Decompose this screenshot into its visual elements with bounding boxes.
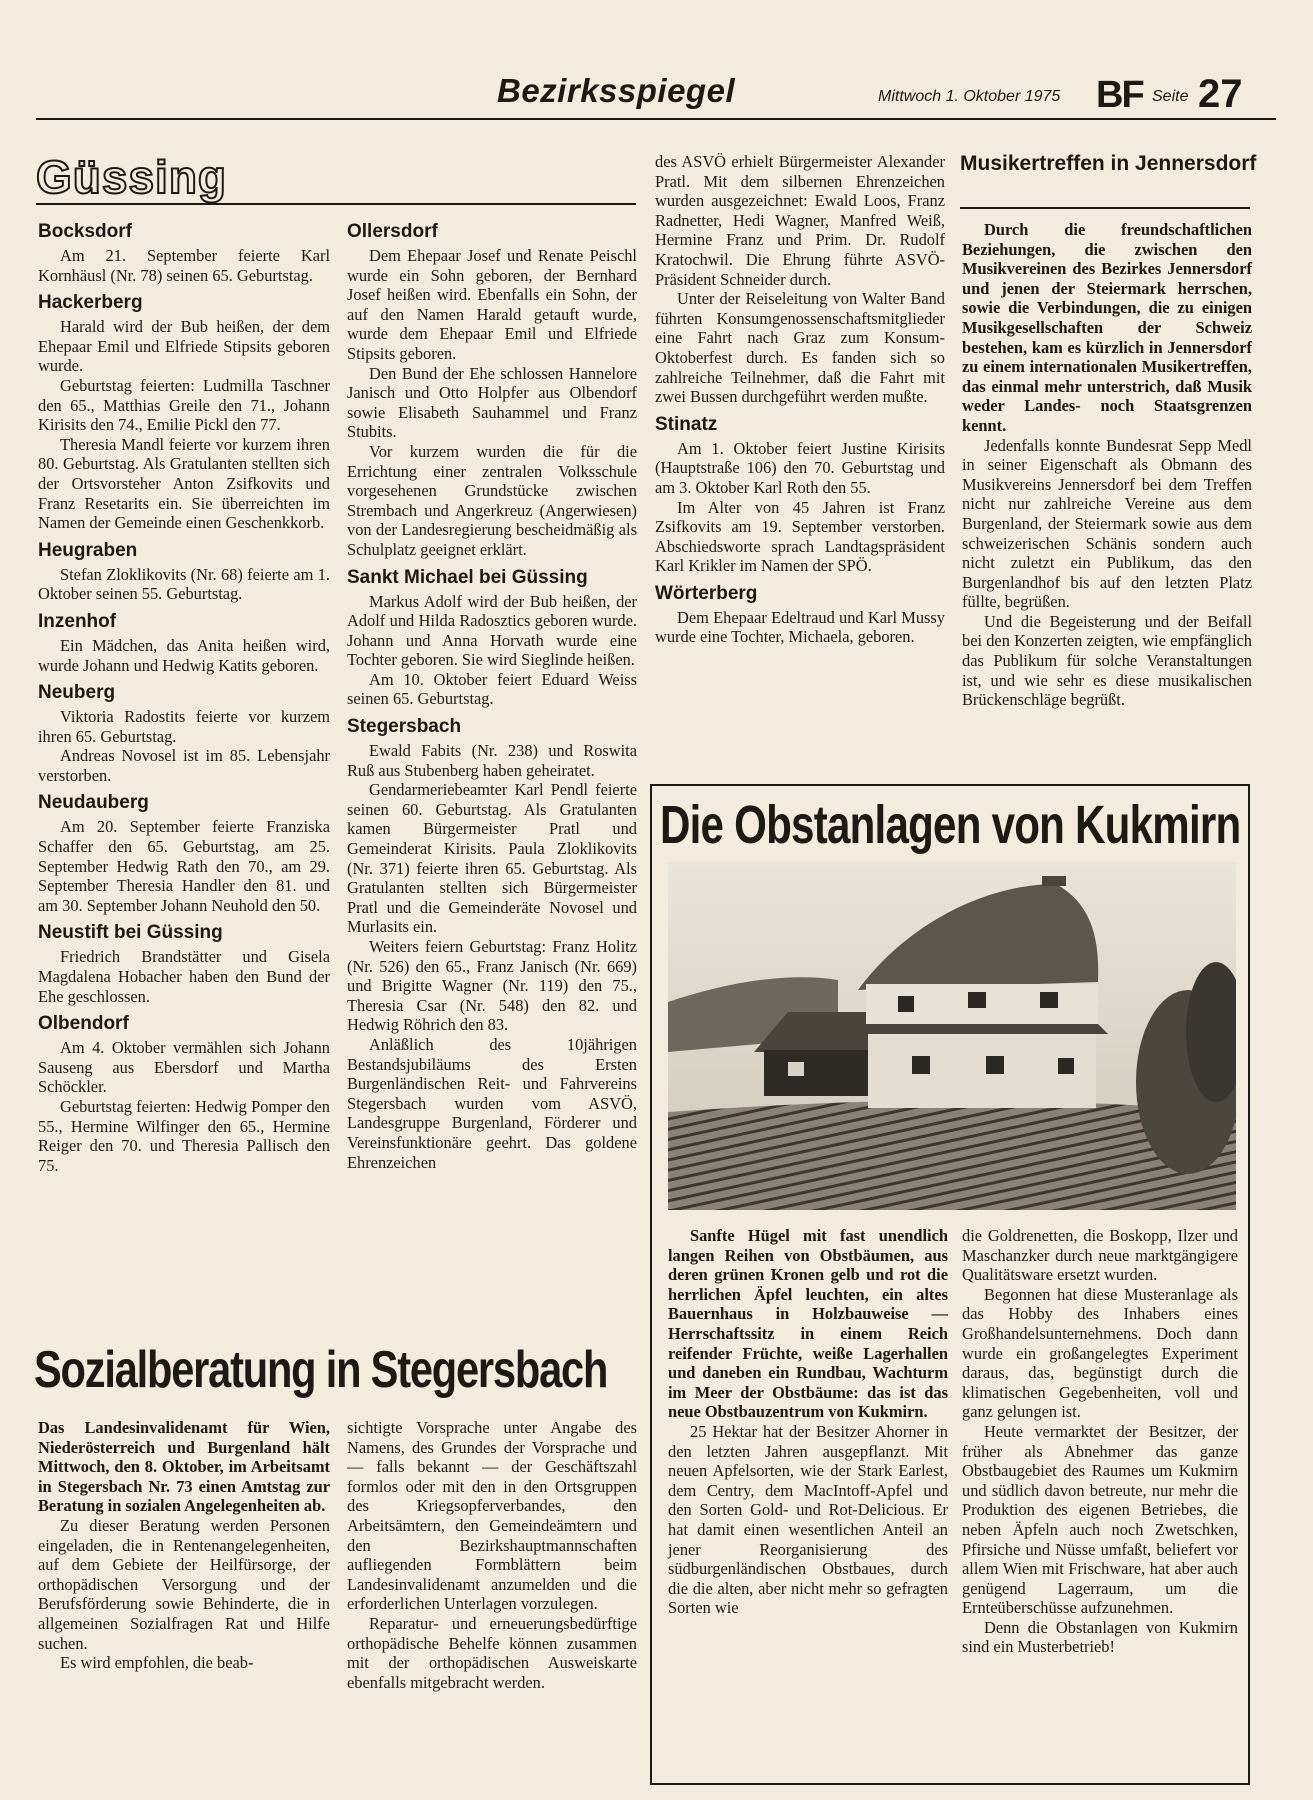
article-paragraph: Reparatur- und erneuerungsbedürftige orthopädische Behelfe können zusammen mit der orthopädischen Ausweiskarte ebenfalls mitgebracht werden. [347,1613,637,1692]
article-paragraph: Dem Ehepaar Josef und Renate Peischl wurde ein Sohn geboren, der Bernhard Josef heißen wird. Ebenfalls ein Sohn, der auf den Namen Harald getauft wurde, wurde dem Ehepaar Emil und Elfriede Stipsits geboren. [347,246,637,363]
news-column-1 [38,214,330,1175]
photo-rotunda-window [986,1056,1004,1074]
sozial-column-2 [347,1418,637,1692]
locality-heading: Inzenhof [38,610,117,632]
newspaper-logo: BF [1096,74,1143,116]
region-rule [36,203,636,205]
article-paragraph: Denn die Obstanlagen von Kukmirn sind ein Musterbetrieb! [962,1617,1238,1657]
article-paragraph: Harald wird der Bub heißen, der dem Ehepaar Emil und Elfriede Stipsits geboren wurde. [38,317,330,376]
photo-rotunda-window [968,992,986,1008]
article-paragraph: Am 21. September feierte Karl Kornhäusl (Nr. 78) seinen 65. Geburtstag. [38,246,330,285]
article-paragraph: Theresia Mandl feierte vor kurzem ihren 80. Geburtstag. Als Gratulanten stellten sich der Ortsvorsteher Anton Zsifkovits und Franz Resetarits ein. Sie überreichten im Namen der Gemeinde einen Geschenkkorb. [38,434,330,533]
news-column-3 [655,152,945,647]
kukmirn-article-title: Die Obstanlagen von Kukmirn [660,795,1241,855]
locality-heading: Neudauberg [38,792,149,814]
region-title: Güssing [36,151,228,203]
photo-rotunda-eave [854,1024,1108,1034]
article-paragraph: Weiters feiern Geburtstag: Franz Holitz (Nr. 526) den 65., Franz Janisch (Nr. 669) und Brigitte Wagner (Nr. 119) den 75., Theresia Csar (Nr. 548) den 82. und Hedwig Röhrich den 83. [347,937,637,1035]
article-paragraph: Ein Mädchen, das Anita heißen wird, wurde Johann und Hedwig Katits geboren. [38,635,330,675]
article-paragraph: Zu dieser Beratung werden Personen eingeladen, die in Rentenangelegenheiten, auf dem Gebiete der Heilfürsorge, der orthopädischen Versorgung und der Berufsförderung sowie Behinderte, die in allgemeinen Sozialfragen Rat und Hilfe suchen. [38,1515,330,1653]
kukmirn-column-1 [668,1226,948,1618]
sozial-column-1 [38,1418,330,1673]
photo-tower-top [1042,876,1066,886]
article-paragraph: Stefan Zloklikovits (Nr. 68) feierte am 1. Oktober seinen 55. Geburtstag. [38,564,330,604]
header-rule [36,118,1276,120]
article-paragraph: Vor kurzem wurden die für die Errichtung einer zentralen Volksschule vorgesehenen Grundstücke zwischen Strembach und Angerkreuz (Angerwiesen) von der Landesregierung bescheidmäßig als Schulplatz geeignet erklärt. [347,441,637,559]
article-paragraph: Gendarmeriebeamter Karl Pendl feierte seinen 60. Geburtstag. Als Gratulanten kamen Bürgermeister Pratl und Gemeinderat Kirisits. Paula Zloklikovits (Nr. 371) feierte ihren 65. Geburtstag. Als Gratulanten stellten sich Bürgermeister Pratl und die Gemeinderäte Novosel und Murlasits ein. [347,780,637,937]
locality-heading: Stinatz [655,413,718,435]
article-paragraph: des ASVÖ erhielt Bürgermeister Alexander Pratl. Mit dem silbernen Ehrenzeichen wurden ausgezeichnet: Ewald Loos, Franz Radnetter, Hedi Wagner, Manfred Weiß, Hermine Franz und Prim. Dr. Rudolf Kratochwil. Die Ehrung führte ASVÖ-Präsident Schneider durch. [655,152,945,289]
article-paragraph: die Goldrenetten, die Boskopp, Ilzer und Maschanzker durch neue marktgängigere Qualitätsware ersetzt wurden. [962,1226,1238,1285]
music-article-title: Musikertreffen in Jennersdorf [960,152,1257,175]
article-paragraph: Am 10. Oktober feiert Eduard Weiss seinen 65. Geburtstag. [347,669,637,709]
article-paragraph: Markus Adolf wird der Bub heißen, der Adolf und Hilda Radosztics geboren wurde. Johann und Anna Horvath wurde eine Tochter geboren. Sie wird Sieglinde heißen. [347,591,637,670]
page-number: 27 [1198,72,1243,116]
news-column-2 [347,214,637,1172]
article-paragraph: Es wird empfohlen, die beab- [60,1653,254,1673]
orchard-photo [668,862,1236,1210]
article-paragraph: Jedenfalls konnte Bundesrat Sepp Medl in seiner Eigenschaft als Obmann des Musikvereins Jennersdorf bei dem Treffen nicht nur zahlreiche Vereine aus dem Burgenland, der Steiermark sowie aus dem schweizerischen Schänis sondern auch nicht zuletzt ein Publikum, das den Burgenlandhof bis auf den letzten Platz füllte, begrüßen. [962,435,1252,612]
locality-heading: Olbendorf [38,1013,129,1035]
music-article-body [962,220,1252,710]
article-paragraph: Am 4. Oktober vermählen sich Johann Sauseng aus Ebersdorf und Martha Schöckler. [38,1038,330,1097]
locality-heading: Heugraben [38,539,138,561]
article-paragraph: Viktoria Radostits feierte vor kurzem ihren 65. Geburtstag. [38,707,330,746]
article-paragraph: Ewald Fabits (Nr. 238) und Roswita Ruß aus Stubenberg haben geheiratet. [347,741,637,780]
photo-farmhouse-window [788,1062,804,1076]
article-paragraph: sichtigte Vorsprache unter Angabe des Namens, des Grundes der Vorsprache und — falls bekannt — der Geschäftszahl formlos oder mit den in den Ortsgruppen des Kriegsopferverbandes, den Arbeitsämtern, den Gemeindeämtern und den Bezirkshauptmannschaften aufliegenden Formblättern beim Landesinvalidenamt anzumelden und die erforderlichen Unterlagen vorzulegen. [347,1418,637,1614]
locality-heading: Neuberg [38,682,116,704]
locality-heading: Hackerberg [38,292,143,314]
article-paragraph: Geburtstag feierten: Ludmilla Taschner den 65., Matthias Greile den 71., Johann Kirisits den 74., Emilie Pickl den 77. [38,375,330,435]
article-paragraph: Andreas Novosel ist im 85. Lebensjahr verstorben. [38,746,330,785]
page-label: Seite [1152,88,1189,105]
article-paragraph: Geburtstag feierten: Hedwig Pomper den 55., Hermine Wilfinger den 65., Hermine Reiger den 70. und Theresia Pallisch den 75. [38,1097,330,1175]
music-rule [960,207,1250,209]
photo-rotunda-window [898,996,914,1012]
locality-heading: Bocksdorf [38,221,132,242]
article-paragraph: Friedrich Brandstätter und Gisela Magdalena Hobacher haben den Bund der Ehe geschlossen. [38,947,330,1006]
article-paragraph: Den Bund der Ehe schlossen Hannelore Janisch und Otto Holpfer aus Olbendorf sowie Elisabeth Sauhammel und Franz Stubits. [347,363,637,442]
kukmirn-column-2 [962,1226,1238,1657]
article-paragraph: Begonnen hat diese Musteranlage als das Hobby des Inhabers eines Großhandelsunternehmens. Doch dann wurde ein großangelegtes Experiment daraus, das, begünstigt durch die klimatischen Gegebenheiten, voll und ganz gelungen ist. [962,1284,1238,1422]
article-paragraph: Durch die freundschaftlichen Beziehungen, die zwischen den Musikvereinen des Bezirkes Jennersdorf und jenen der Steiermark herrschen, sowie die Verbindungen, die zu einigen Musikgesellschaften der Schweiz bestehen, kam es kürzlich in Jennersdorf zu einem internationalen Musikertreffen, das einmal mehr unterstrich, daß Musik weder Landes- noch Staatsgrenzen kennt. [962,220,1252,435]
sozial-article-title: Sozialberatung in Stegersbach [34,1341,608,1399]
photo-rotunda-window [912,1056,930,1074]
article-paragraph: Heute vermarktet der Besitzer, der früher als Abnehmer das ganze Obstbaugebiet des Raumes um Kukmirn und südlich davon betreute, nur mehr die Produktion des eigenen Betriebes, die neben Äpfeln auch noch Zwetschken, Pfirsiche und Nüsse umfaßt, beliefert vor allem Wien mit Frischware, hat aber auch genügend Lagerraum, um die Ernteüberschüsse aufzunehmen. [962,1421,1238,1618]
article-paragraph: Am 20. September feierte Franziska Schaffer den 65. Geburtstag, am 25. September Hedwig Rath den 70., am 29. September Theresia Handler den 81. und am 30. September Johann Neuhold den 50. [38,817,330,915]
issue-date: Mittwoch 1. Oktober 1975 [878,88,1061,105]
photo-rotunda-window [1040,992,1058,1008]
locality-heading: Ollersdorf [347,221,438,242]
article-paragraph: Dem Ehepaar Edeltraud und Karl Mussy wurde eine Tochter, Michaela, geboren. [655,607,945,647]
article-paragraph: Am 1. Oktober feiert Justine Kirisits (Hauptstraße 106) den 70. Geburtstag und am 3. Oktober Karl Roth den 55. [655,438,945,497]
article-paragraph: 25 Hektar hat der Besitzer Ahorner in den letzten Jahren ausgepflanzt. Mit neuen Apfelsorten, wie der Stark Earlest, dem Centry, dem MacIntoff-Apfel und den Sorten Gold- und Rot-Delicious. Er hat damit einen wesentlichen Anteil an jener Reorganisierung des südburgenländischen Obstbaues, durch die die alten, aber nicht mehr so gefragten Sorten wie [668,1421,948,1618]
locality-heading: Sankt Michael bei Güssing [347,566,588,588]
article-paragraph: Und die Begeisterung und der Beifall bei den Konzerten zeigten, wie empfänglich das Publikum für solche Veranstaltungen ist, und wie sehr es diese musikalischen Brückenschläge begrüßt. [962,611,1252,710]
photo-rotunda-window [1058,1058,1074,1074]
article-paragraph: Unter der Reiseleitung von Walter Band führten Konsumgenossenschaftsmitglieder eine Fahrt nach Graz zum Konsum-Oktoberfest durch. Es fanden sich so zahlreiche Teilnehmer, daß die Fahrt mit zwei Bussen durchgeführt werden mußte. [655,289,945,407]
article-paragraph: Das Landesinvalidenamt für Wien, Niederösterreich und Burgenland hält Mittwoch, den 8. Oktober, im Arbeitsamt in Stegersbach Nr. 73 einen Amtstag zur Beratung in sozialen Angelegenheiten ab. [38,1418,330,1516]
locality-heading: Stegersbach [347,716,462,738]
section-title: Bezirksspiegel [497,72,736,109]
article-paragraph: Anläßlich des 10jährigen Bestandsjubiläums des Ersten Burgenländischen Reit- und Fahrvereins Stegersbach wurden vom ASVÖ, Landesgruppe Burgenland, Förderer und Vereinsfunktionäre geehrt. Das goldene Ehrenzeichen [347,1034,637,1172]
article-paragraph: Sanfte Hügel mit fast unendlich langen Reihen von Obstbäumen, aus deren grünen Kronen gelb und rot die herrlichen Äpfel leuchten, ein altes Bauernhaus in Holzbauweise — Herrschaftssitz in einem Reich reifender Früchte, weiße Lagerhallen und daneben ein Rundbau, Wachturm im Meer der Obstbäume: das ist das neue Obstbauzentrum von Kukmirn. [668,1226,948,1422]
locality-heading: Neustift bei Güssing [38,922,223,944]
article-paragraph: Im Alter von 45 Jahren ist Franz Zsifkovits am 19. September verstorben. Abschiedsworte sprach Landtagspräsident Karl Krikler im Namen der SPÖ. [655,497,945,576]
locality-heading: Wörterberg [655,582,758,604]
